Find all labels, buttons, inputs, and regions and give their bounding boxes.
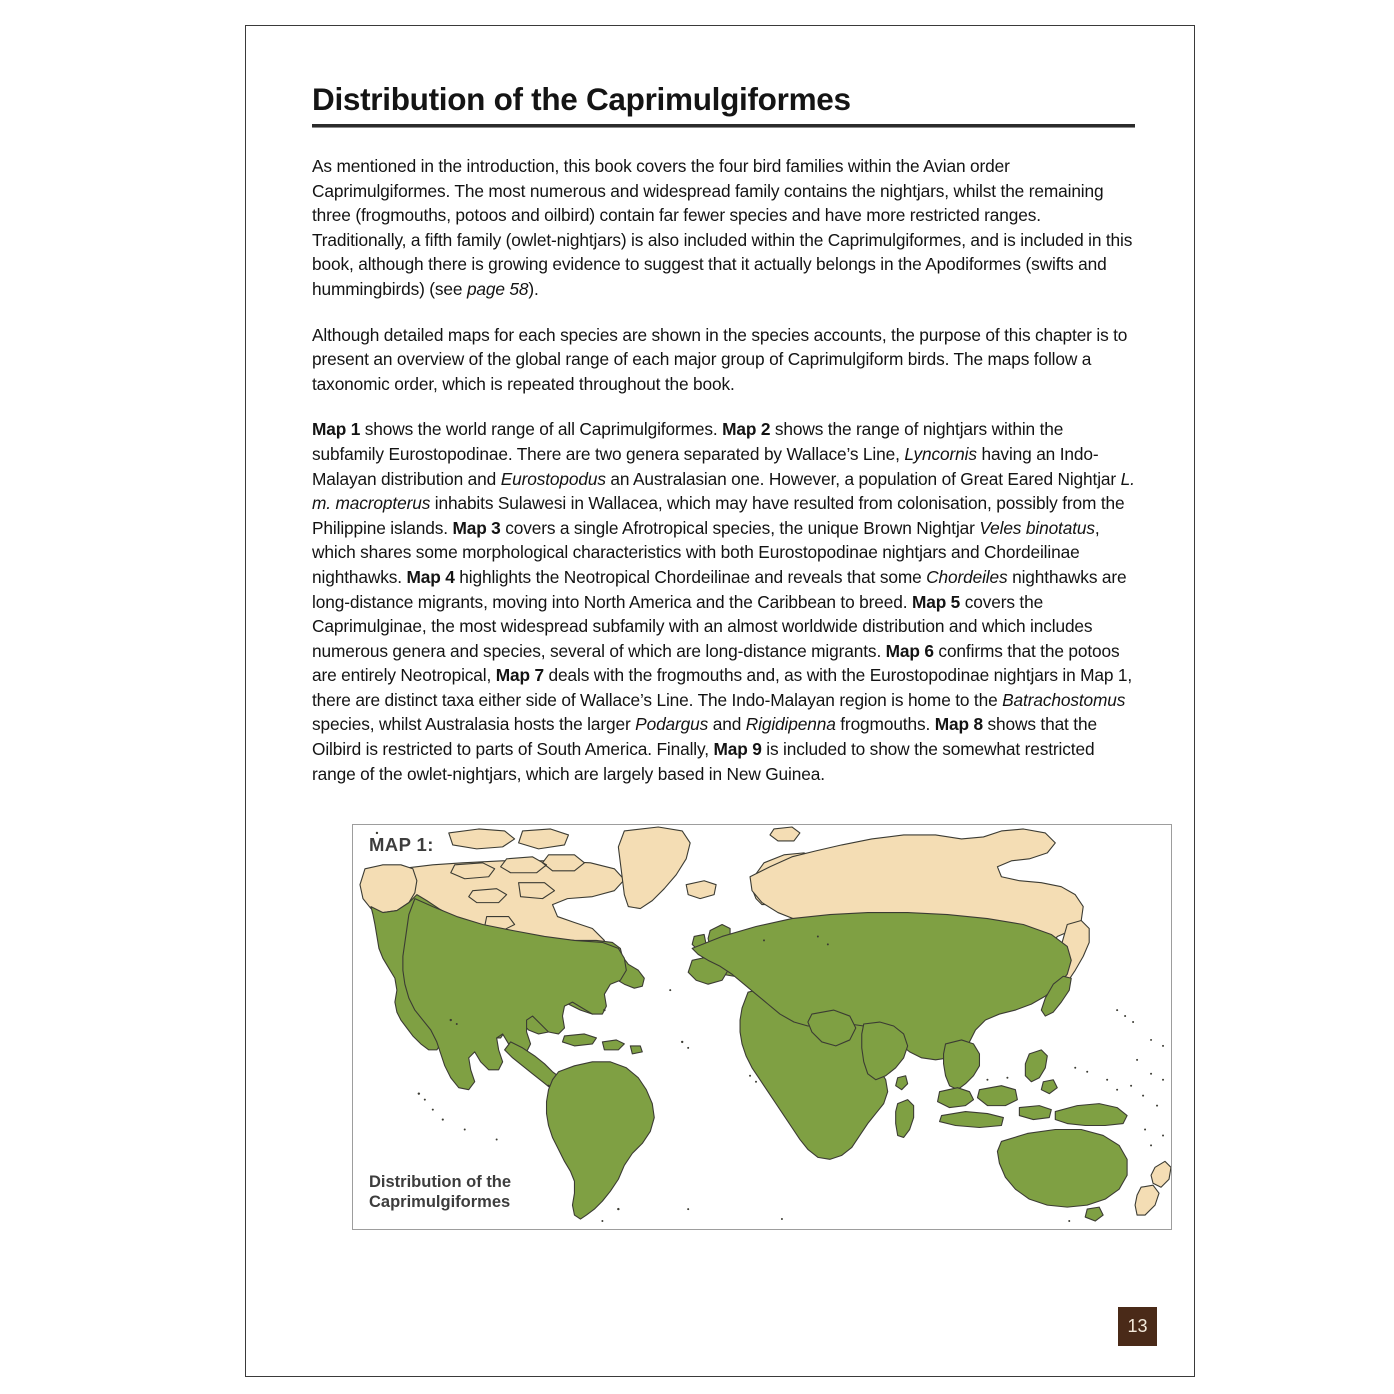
maps-seg-5: inhabits Sulawesi in Wallacea, which may have resulted from colonisation, possibly from the Philippine islands. [312, 493, 1125, 538]
world-distribution-map [353, 825, 1171, 1229]
genus-batrachostomus: Batrachostomus [1002, 689, 1126, 710]
genus-eurostopodus: Eurostopodus [500, 468, 606, 489]
map-7-reference: Map 7 [495, 665, 544, 686]
maps-seg-2: shows the range of nightjars within the subfamily Eurostopodinae. There are two genera separated by Wallace’s Line, [312, 419, 1064, 464]
maps-seg-4: an Australasian one. However, a population of Great Eared Nightjar [605, 468, 1121, 489]
maps-seg-11: confirms that the potoos are entirely Neotropical, [312, 640, 1120, 686]
paragraph-map-overview [312, 417, 1136, 786]
maps-seg-3: having an Indo-Malayan distribution and [312, 443, 1099, 489]
maps-seg-15: frogmouths. [835, 714, 935, 735]
page-title: Distribution of the Caprimulgiformes [312, 81, 851, 117]
maps-seg-6: covers a single Afrotropical species, the unique Brown Nightjar [500, 517, 980, 538]
maps-seg-13: species, whilst Australasia hosts the larger [312, 714, 636, 735]
svalbard-tan [770, 827, 800, 841]
genus-lyncornis: Lyncornis [904, 443, 977, 464]
map-figure-distribution [352, 824, 1172, 1230]
map-4-reference: Map 4 [406, 566, 455, 587]
map-caption-line-1: Distribution of the [369, 1172, 512, 1191]
genus-podargus: Podargus [635, 714, 709, 735]
map-2-reference: Map 2 [722, 419, 771, 440]
map-9-reference: Map 9 [713, 739, 762, 760]
genus-chordeiles: Chordeiles [926, 566, 1008, 587]
map-number-label: MAP 1: [369, 834, 434, 855]
taxon-lm-macropterus: L. m. macropterus [312, 468, 1135, 514]
maps-seg-7: , which shares some morphological characteristics with both Eurostopodinae nightjars and Chordeilinae nighthawks. [312, 517, 1100, 587]
map-8-reference: Map 8 [934, 714, 983, 735]
maps-seg-14: and [708, 714, 746, 735]
maps-seg-16: shows that the Oilbird is restricted to parts of South America. Finally, [312, 714, 1097, 760]
intro-text-part-2: ). [528, 278, 539, 299]
maps-seg-8: highlights the Neotropical Chordeilinae and reveals that some [454, 566, 927, 587]
taxon-veles-binotatus: Veles binotatus [979, 517, 1095, 538]
map-caption [369, 1172, 511, 1213]
maps-seg-17: is included to show the somewhat restricted range of the owlet-nightjars, which are largely based in New Guinea. [312, 739, 1095, 784]
map-6-reference: Map 6 [885, 640, 934, 661]
maps-seg-9: nighthawks are long-distance migrants, moving into North America and the Caribbean to breed. [312, 566, 1127, 612]
page-content [312, 82, 1136, 786]
map-3-reference: Map 3 [452, 517, 501, 538]
paragraph-intro [312, 154, 1136, 302]
page-number-badge: 13 [1118, 1307, 1157, 1346]
intro-text-part-1: As mentioned in the introduction, this book covers the four bird families within the Avian order Caprimulgiformes. The most numerous and widespread family contains the nightjars, whilst the remaining three (frogmouths, potoos and oilbird) contain far fewer species and have more restricted ranges. Traditionally, a fifth family (owlet-nightjars) is also included within the Caprimulgiformes, and is included in this book, although there is growing evidence to suggest that it actually belongs in the Apodiformes (swifts and hummingbirds) (see [312, 156, 1133, 299]
page-reference: page 58 [466, 278, 529, 299]
paragraph-purpose: Although detailed maps for each species are shown in the species accounts, the purpose of this chapter is to present an overview of the global range of each major group of Caprimulgiform birds. The maps follow a taxonomic order, which is repeated throughout the book. [312, 324, 1128, 394]
map-5-reference: Map 5 [911, 591, 961, 612]
genus-rigidipenna: Rigidipenna [745, 714, 836, 735]
map-caption-line-2: Caprimulgiformes [369, 1193, 511, 1212]
maps-seg-1: shows the world range of all Caprimulgiformes. [360, 419, 723, 440]
title-divider [312, 124, 1135, 128]
map-1-reference: Map 1 [312, 419, 361, 440]
maps-seg-10: covers the Caprimulginae, the most widespread subfamily with an almost worldwide distribution and which includes numerous genera and species, several of which are long-distance migrants. [312, 591, 1093, 661]
page-sheet [245, 25, 1195, 1377]
maps-seg-12: deals with the frogmouths and, as with the Eurostopodinae nightjars in Map 1, there are distinct taxa either side of Wallace’s Line. The Indo-Malayan region is home to the [312, 665, 1133, 710]
